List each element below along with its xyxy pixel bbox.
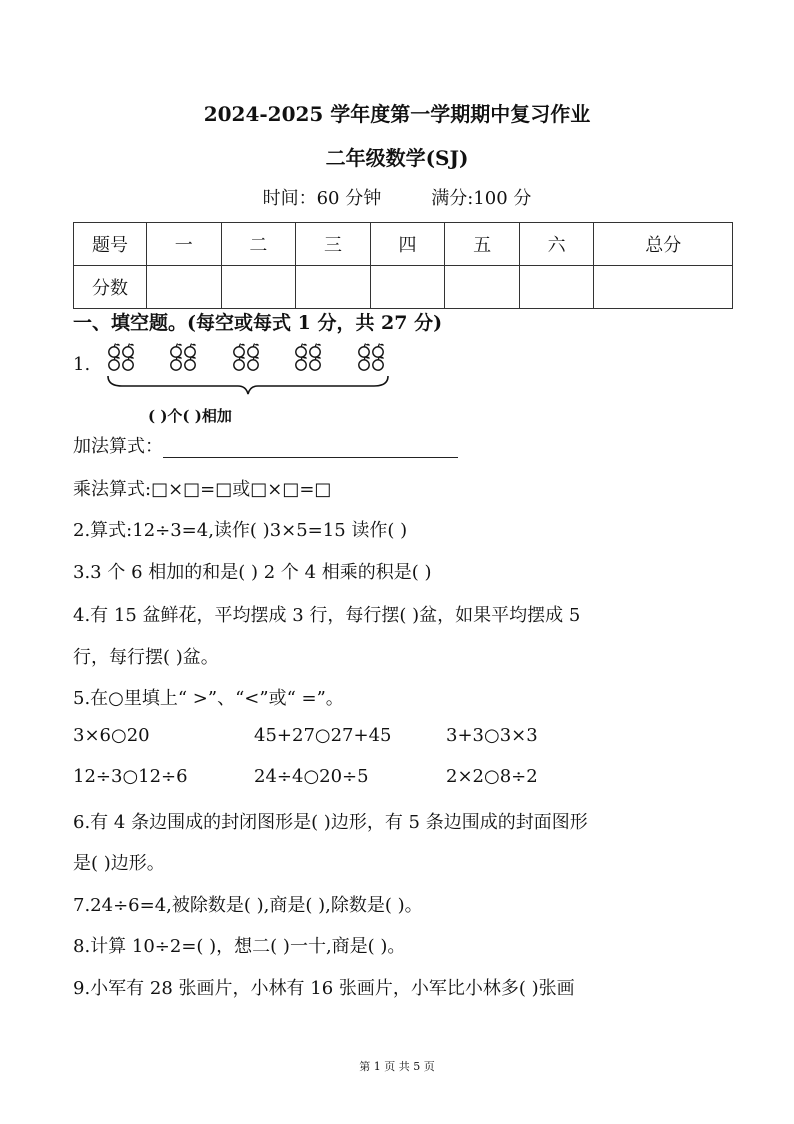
score-header-cell: 五 xyxy=(445,223,520,266)
addition-answer-blank[interactable] xyxy=(163,439,458,458)
score-table-header-row xyxy=(74,223,733,266)
question-9: 9.小军有 28 张画片，小林有 16 张画片，小军比小林多( )张画 xyxy=(73,978,575,999)
question-7: 7.24÷6=4,被除数是( ),商是( ),除数是( )。 xyxy=(73,895,423,916)
score-cell[interactable] xyxy=(370,266,445,309)
question-4-line-2: 行，每行摆( )盆。 xyxy=(73,647,219,668)
score-cell[interactable] xyxy=(594,266,733,309)
full-score: 满分:100 分 xyxy=(431,188,532,209)
score-header-cell: 六 xyxy=(519,223,594,266)
addition-label: 加法算式： xyxy=(73,436,163,457)
apple-group xyxy=(109,344,134,371)
question-6-line-1: 6.有 4 条边围成的封闭图形是( )边形，有 5 条边围成的封面图形 xyxy=(73,812,588,833)
question-5: 5.在○里填上“ >”、“<”或“ =”。 xyxy=(73,688,344,709)
apple-group xyxy=(234,344,259,371)
q5-item: 45+27○27+45 xyxy=(254,725,392,746)
score-table xyxy=(73,222,733,309)
score-header-cell: 总分 xyxy=(594,223,733,266)
score-cell[interactable] xyxy=(147,266,222,309)
apple-group xyxy=(359,344,384,371)
question-number: 1. xyxy=(73,354,91,375)
apples-illustration xyxy=(100,342,400,402)
score-row-label: 分数 xyxy=(74,266,147,309)
question-4-line-1: 4.有 15 盆鲜花，平均摆成 3 行，每行摆( )盆，如果平均摆成 5 xyxy=(73,605,581,626)
apple-group xyxy=(171,344,196,371)
score-header-cell: 二 xyxy=(221,223,296,266)
brace-label: ( )个( )相加 xyxy=(148,407,232,425)
q5-item: 3+3○3×3 xyxy=(446,725,538,746)
q1-multiplication: 乘法算式:□×□=□或□×□=□ xyxy=(73,479,332,500)
score-table-score-row xyxy=(74,266,733,309)
exam-meta xyxy=(0,184,794,210)
score-header-cell: 三 xyxy=(296,223,371,266)
question-3: 3.3 个 6 相加的和是( ) 2 个 4 相乘的积是( ) xyxy=(73,562,432,583)
q5-item: 24÷4○20÷5 xyxy=(254,766,369,787)
page-title: 2024-2025 学年度第一学期期中复习作业 xyxy=(203,102,591,126)
curly-brace xyxy=(108,376,388,394)
q5-item: 3×6○20 xyxy=(73,725,150,746)
apple-group xyxy=(296,344,321,371)
question-2: 2.算式:12÷3=4,读作( )3×5=15 读作( ) xyxy=(73,520,408,541)
score-header-cell: 题号 xyxy=(74,223,147,266)
section-heading: 一、填空题。(每空或每式 1 分，共 27 分) xyxy=(73,312,443,334)
q5-item: 12÷3○12÷6 xyxy=(73,766,188,787)
q1-addition-line xyxy=(73,432,458,458)
score-header-cell: 四 xyxy=(370,223,445,266)
page-subtitle: 二年级数学(SJ) xyxy=(325,146,469,170)
page-footer: 第 1 页 共 5 页 xyxy=(359,1060,435,1073)
time-limit: 时间：60 分钟 xyxy=(262,188,382,209)
score-header-cell: 一 xyxy=(147,223,222,266)
q5-item: 2×2○8÷2 xyxy=(446,766,538,787)
question-6-line-2: 是( )边形。 xyxy=(73,853,165,874)
score-cell[interactable] xyxy=(296,266,371,309)
question-8: 8.计算 10÷2=( )，想二( )一十,商是( )。 xyxy=(73,936,406,957)
score-cell[interactable] xyxy=(221,266,296,309)
score-cell[interactable] xyxy=(519,266,594,309)
score-cell[interactable] xyxy=(445,266,520,309)
